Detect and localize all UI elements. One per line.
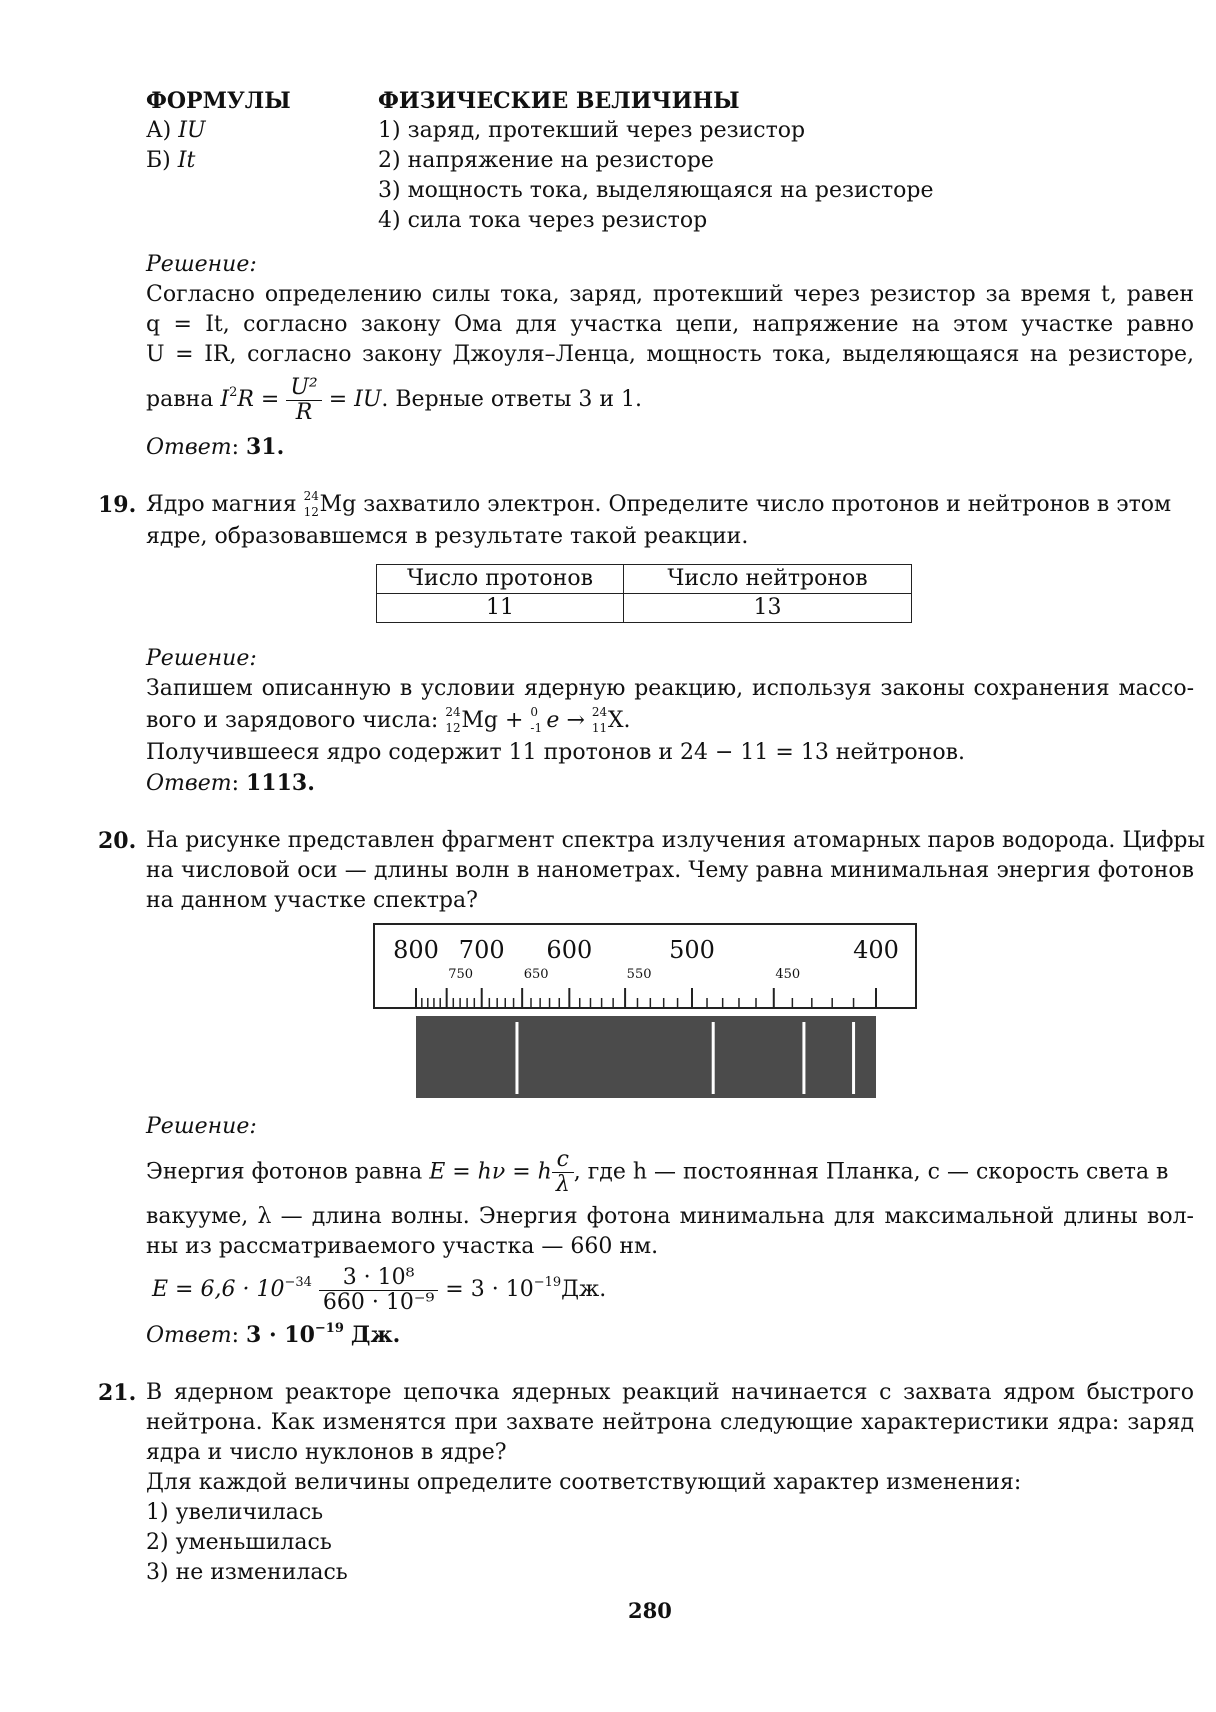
q21-text-line-2: нейтрона. Как изменятся при захвате нейтрона следующие характеристики ядра: заряд bbox=[146, 1410, 1194, 1435]
scale-major-label: 800 bbox=[393, 936, 439, 964]
q21-number: 21. bbox=[98, 1380, 137, 1406]
scale-major-label: 500 bbox=[669, 936, 715, 964]
formulas-header: ФОРМУЛЫ bbox=[146, 88, 291, 114]
fraction-c-over-lambda: $\frac{c}{\lambda}$ bbox=[552, 1148, 574, 1197]
scale-major-label: 400 bbox=[853, 936, 899, 964]
q20-solution-label: Решение: bbox=[146, 1114, 257, 1139]
spectrum-band bbox=[416, 1016, 876, 1098]
q19-text-line-2: ядре, образовавшемся в результате такой реакции. bbox=[146, 524, 749, 549]
q18-solution-line-1: Согласно определению силы тока, заряд, протекший через резистор за время t, равен bbox=[146, 282, 1194, 307]
q18-answer: Ответ: 31. bbox=[146, 434, 285, 460]
q20-text-line-1: На рисунке представлен фрагмент спектра излучения атомарных паров водорода. Цифры bbox=[146, 828, 1206, 853]
quantities-header: ФИЗИЧЕСКИЕ ВЕЛИЧИНЫ bbox=[378, 88, 740, 114]
page-number: 280 bbox=[628, 1598, 672, 1623]
table-header-protons: Число протонов bbox=[377, 565, 624, 594]
scale-minor-label: 450 bbox=[775, 967, 801, 982]
scale-frame bbox=[374, 924, 916, 1008]
formula-a: А) IU bbox=[146, 118, 206, 143]
scale-minor-label: 550 bbox=[626, 967, 652, 982]
fraction-calc: $\frac{\text{3 · 10⁸}}{\text{660 · 10⁻⁹}}$ bbox=[319, 1266, 438, 1315]
q21-option-1: 1) увеличилась bbox=[146, 1500, 324, 1525]
q20-answer: Ответ: $3 \cdot 10^{-19}$ Дж. bbox=[146, 1321, 401, 1348]
table-value-neutrons: 13 bbox=[624, 594, 912, 623]
table-header-neutrons: Число нейтронов bbox=[624, 565, 912, 594]
q19-text-line-1: Ядро магния 24 12 Mg захватило электрон. Определите число протонов и нейтронов в этом bbox=[146, 489, 1172, 519]
q20-energy-line: Энергия фотонов равна E = hν = h $\frac{c}{\lambda}$ , где h — постоянная Планка, c — скорость света в bbox=[146, 1147, 1169, 1197]
spectrum-figure bbox=[372, 922, 922, 1102]
formula-b: Б) It bbox=[146, 148, 196, 173]
quantity-3: 3) мощность тока, выделяющаяся на резисторе bbox=[378, 178, 934, 203]
q20-solution-line-3: ны из рассматриваемого участка — 660 нм. bbox=[146, 1234, 659, 1259]
table-value-protons: 11 bbox=[377, 594, 624, 623]
q21-option-2: 2) уменьшилась bbox=[146, 1530, 332, 1555]
q20-text-line-3: на данном участке спектра? bbox=[146, 888, 478, 913]
mg-nuclide: 24 12 bbox=[303, 489, 319, 519]
q21-text-line-1: В ядерном реакторе цепочка ядерных реакций начинается с захвата ядром быстрого bbox=[146, 1380, 1194, 1405]
q20-text-line-2: на числовой оси — длины волн в нанометрах. Чему равна минимальная энергия фотонов bbox=[146, 858, 1194, 883]
q21-text-line-4: Для каждой величины определите соответствующий характер изменения: bbox=[146, 1470, 1022, 1495]
scale-minor-label: 650 bbox=[523, 967, 549, 982]
q20-solution-line-2: вакууме, λ — длина волны. Энергия фотона минимальна для максимальной длины вол- bbox=[146, 1204, 1194, 1229]
q19-solution-label: Решение: bbox=[146, 646, 257, 671]
q21-text-line-3: ядра и число нуклонов в ядре? bbox=[146, 1440, 507, 1465]
scale-minor-label: 750 bbox=[448, 967, 474, 982]
quantity-2: 2) напряжение на резисторе bbox=[378, 148, 714, 173]
scale-major-label: 600 bbox=[546, 936, 593, 964]
q18-solution-line-3: U = IR, согласно закону Джоуля–Ленца, мощность тока, выделяющаяся на резисторе, bbox=[146, 342, 1194, 367]
q19-solution-line-2: вого и зарядового числа: 24 12 Mg + 0 -1 e → 24 11 X. bbox=[146, 705, 631, 735]
q18-solution-equation: равна $I^2R$ = $\frac{\text{U²}}{R}$ = IU. Верные ответы 3 и 1. bbox=[146, 374, 642, 425]
q20-calculation: $E = 6,6 \cdot 10^{-34}$ $\frac{\text{3 · 10⁸}}{\text{660 · 10⁻⁹}}$ = $3 \cdot 10^{-19}Дж$. bbox=[152, 1264, 607, 1315]
q18-solution-label: Решение: bbox=[146, 252, 257, 277]
fraction-u2-over-r: $\frac{\text{U²}}{R}$ bbox=[286, 376, 321, 425]
q19-solution-line-1: Запишем описанную в условии ядерную реакцию, используя законы сохранения массо- bbox=[146, 676, 1194, 701]
scale-major-label: 700 bbox=[458, 936, 505, 964]
q19-number: 19. bbox=[98, 492, 137, 518]
q19-solution-line-3: Получившееся ядро содержит 11 протонов и 24 − 11 = 13 нейтронов. bbox=[146, 740, 965, 765]
q18-solution-line-2: q = It, согласно закону Ома для участка цепи, напряжение на этом участке равно bbox=[146, 312, 1194, 337]
q19-answer-table bbox=[376, 564, 912, 623]
q19-answer: Ответ: 1113. bbox=[146, 770, 315, 796]
quantity-1: 1) заряд, протекший через резистор bbox=[378, 118, 806, 143]
q20-number: 20. bbox=[98, 828, 137, 854]
q21-option-3: 3) не изменилась bbox=[146, 1560, 348, 1585]
quantity-4: 4) сила тока через резистор bbox=[378, 208, 708, 233]
